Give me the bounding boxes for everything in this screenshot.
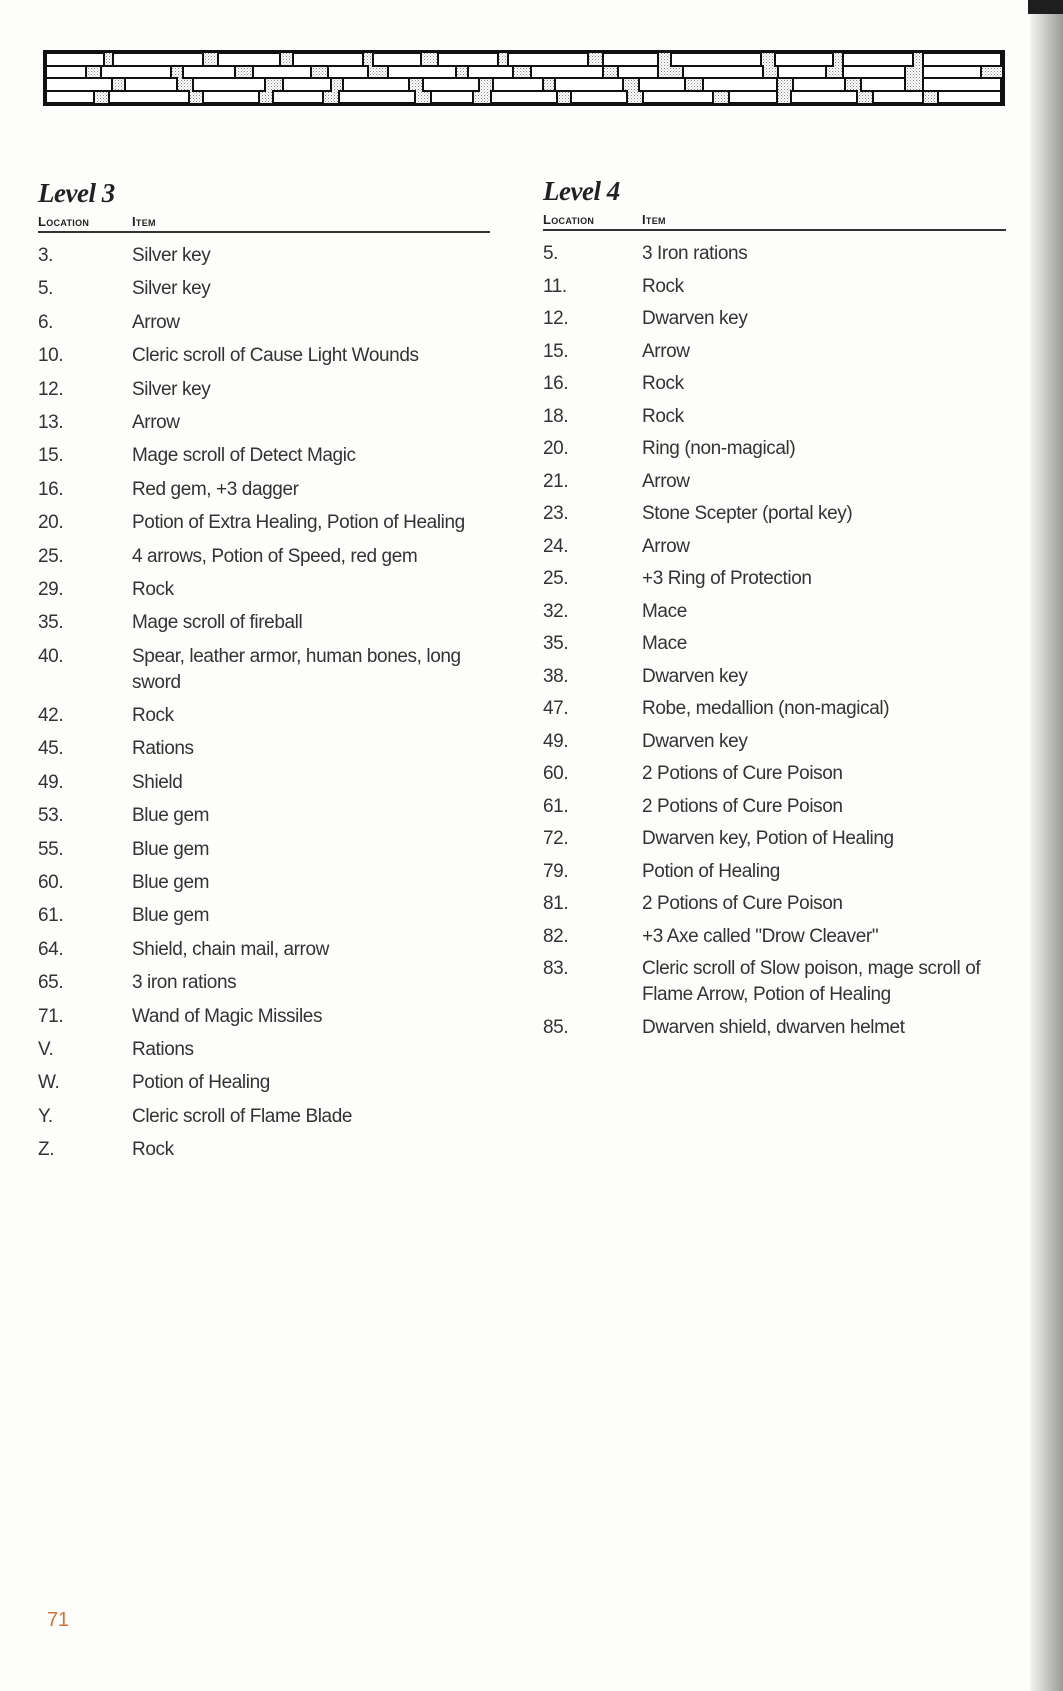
item-cell: 3 Iron rations [642,243,748,264]
location-cell: 49. [543,730,569,752]
table-row [38,377,490,403]
table-row [543,631,1006,657]
table-row [38,870,490,896]
location-cell: 16. [543,373,569,394]
table-row [38,937,490,963]
location-header: Location [543,212,595,227]
location-cell: 60. [543,763,569,784]
location-cell: 61. [38,905,64,927]
item-cell: Blue gem [132,805,210,827]
table-row [38,443,490,469]
item-cell: Arrow [642,470,690,492]
item-cell: Rations [132,1038,194,1060]
item-cell: Shield, chain mail, arrow [132,938,329,960]
table-row [543,339,1006,365]
table-row [543,826,1006,852]
location-cell: 16. [38,478,64,500]
table-row [38,970,490,996]
table-row [543,956,1006,1008]
item-cell: +3 Ring of Protection [642,568,812,589]
table-row [38,803,490,829]
location-cell: 20. [38,512,64,534]
location-cell: 12. [543,308,569,329]
location-cell: 79. [543,860,569,882]
item-cell: Rock [132,1139,174,1161]
table-row [543,891,1006,917]
table-row [38,736,490,762]
location-cell: Z. [38,1139,55,1161]
item-cell: Wand of Magic Missiles [132,1005,323,1027]
item-cell: Shield [132,771,183,793]
item-cell: 2 Potions of Cure Poison [642,893,843,914]
item-cell: Red gem, +3 dagger [132,478,299,500]
level-4-rows [543,241,1006,1041]
table-row [543,566,1006,592]
item-cell: Silver key [132,378,211,400]
table-row [38,903,490,929]
location-cell: 53. [38,805,64,827]
page-edge-corner [1028,0,1063,14]
item-cell: Ring (non-magical) [642,438,796,459]
item-cell: Mage scroll of fireball [132,612,303,634]
level-4-header [543,212,1006,231]
table-row [38,477,490,503]
table-row [38,343,490,369]
level-3-section [38,178,490,1171]
table-row [543,599,1006,625]
table-row [543,924,1006,950]
table-row [543,371,1006,397]
location-cell: 25. [38,545,64,567]
item-header: Item [132,214,156,229]
location-cell: 40. [38,645,64,667]
table-row [543,1015,1006,1041]
location-cell: 47. [543,698,569,719]
item-cell: Dwarven key [642,308,748,329]
item-cell: Robe, medallion (non-magical) [642,698,890,719]
table-row [38,243,490,269]
table-row [543,729,1006,755]
table-row [38,610,490,636]
item-cell: Rock [642,275,684,297]
item-cell: Blue gem [132,905,210,927]
item-cell: Rock [642,373,684,394]
table-row [38,410,490,436]
location-cell: 13. [38,411,64,433]
level-3-title: Level 3 [38,178,115,208]
location-cell: 38. [543,665,569,687]
table-row [543,859,1006,885]
location-cell: 60. [38,872,64,894]
item-cell: Dwarven key [642,665,748,687]
page-edge-shadow [1030,0,1063,1691]
item-cell: Dwarven key [642,730,748,752]
item-cell: Cleric scroll of Flame Blade [132,1105,353,1127]
table-row [38,837,490,863]
location-cell: 12. [38,378,64,400]
table-row [38,510,490,536]
table-row [543,501,1006,527]
table-row [38,544,490,570]
item-cell: Dwarven shield, dwarven helmet [642,1016,905,1038]
item-cell: 3 iron rations [132,972,237,994]
table-row [38,1037,490,1063]
item-cell: +3 Axe called "Drow Cleaver" [642,925,879,947]
location-cell: 24. [543,535,569,557]
location-cell: V. [38,1038,54,1060]
location-cell: 5. [38,278,54,300]
table-row [38,1104,490,1130]
item-cell: Mace [642,600,687,622]
location-cell: 72. [543,828,569,849]
item-cell: Rock [132,705,174,727]
item-cell: Potion of Extra Healing, Potion of Healing [132,512,465,534]
location-cell: 35. [543,633,569,654]
location-cell: 64. [38,938,64,960]
item-cell: Spear, leather armor, human bones, long sword [132,645,461,693]
table-row [543,274,1006,300]
item-cell: Rations [132,738,194,760]
item-cell: 2 Potions of Cure Poison [642,763,843,784]
table-row [543,469,1006,495]
location-cell: 6. [38,311,54,333]
location-cell: 85. [543,1016,569,1038]
location-cell: 83. [543,958,569,979]
page-number: 71 [47,1609,69,1631]
table-row [543,404,1006,430]
table-row [38,770,490,796]
location-cell: 42. [38,705,64,727]
table-row [38,276,490,302]
item-header: Item [642,212,666,227]
table-row [543,306,1006,332]
table-row [38,1137,490,1163]
level-3-rows [38,243,490,1163]
table-row [38,310,490,336]
location-cell: 49. [38,771,64,793]
table-row [543,664,1006,690]
table-row [38,703,490,729]
location-cell: 18. [543,405,569,427]
item-cell: Silver key [132,278,211,300]
table-row [543,436,1006,462]
level-4-section [543,176,1006,1047]
table-row [543,794,1006,820]
table-row [543,761,1006,787]
item-cell: Stone Scepter (portal key) [642,503,853,524]
location-cell: 23. [543,503,569,524]
item-cell: Potion of Healing [642,860,780,882]
location-cell: 45. [38,738,64,760]
item-cell: Arrow [642,535,690,557]
location-cell: 35. [38,612,64,634]
location-cell: 32. [543,600,569,622]
location-cell: 55. [38,838,64,860]
location-cell: 5. [543,243,559,264]
location-cell: 25. [543,568,569,589]
location-cell: 15. [38,445,64,467]
location-cell: 20. [543,438,569,459]
table-row [38,577,490,603]
item-cell: 2 Potions of Cure Poison [642,795,843,817]
item-cell: Cleric scroll of Cause Light Wounds [132,345,419,367]
location-cell: 15. [543,340,569,362]
location-cell: 21. [543,470,569,492]
item-cell: 4 arrows, Potion of Speed, red gem [132,545,418,567]
location-cell: 10. [38,345,64,367]
table-row [38,1004,490,1030]
item-cell: Blue gem [132,872,210,894]
item-cell: Mage scroll of Detect Magic [132,445,356,467]
location-cell: 3. [38,245,54,266]
location-cell: 11. [543,275,567,297]
item-cell: Arrow [642,340,690,362]
table-row [543,534,1006,560]
location-header: Location [38,214,90,229]
location-cell: 29. [38,578,64,600]
item-cell: Cleric scroll of Slow poison, mage scroll of Flame Arrow, Potion of Healing [642,958,981,1005]
item-cell: Rock [642,405,684,427]
item-cell: Potion of Healing [132,1072,270,1094]
location-cell: 65. [38,972,64,994]
item-cell: Silver key [132,245,211,266]
stone-wall-banner [43,50,1005,106]
location-cell: 81. [543,893,569,914]
table-row [38,1070,490,1096]
location-cell: 82. [543,925,569,947]
item-cell: Arrow [132,411,180,433]
level-3-header [38,214,490,233]
table-row [543,696,1006,722]
item-cell: Dwarven key, Potion of Healing [642,828,894,849]
level-4-title: Level 4 [543,176,620,206]
table-row [543,241,1006,267]
location-cell: 61. [543,795,569,817]
location-cell: Y. [38,1105,53,1127]
item-cell: Mace [642,633,687,654]
table-row [38,644,490,696]
item-cell: Arrow [132,311,180,333]
location-cell: W. [38,1072,60,1094]
location-cell: 71. [38,1005,64,1027]
item-cell: Rock [132,578,174,600]
item-cell: Blue gem [132,838,210,860]
